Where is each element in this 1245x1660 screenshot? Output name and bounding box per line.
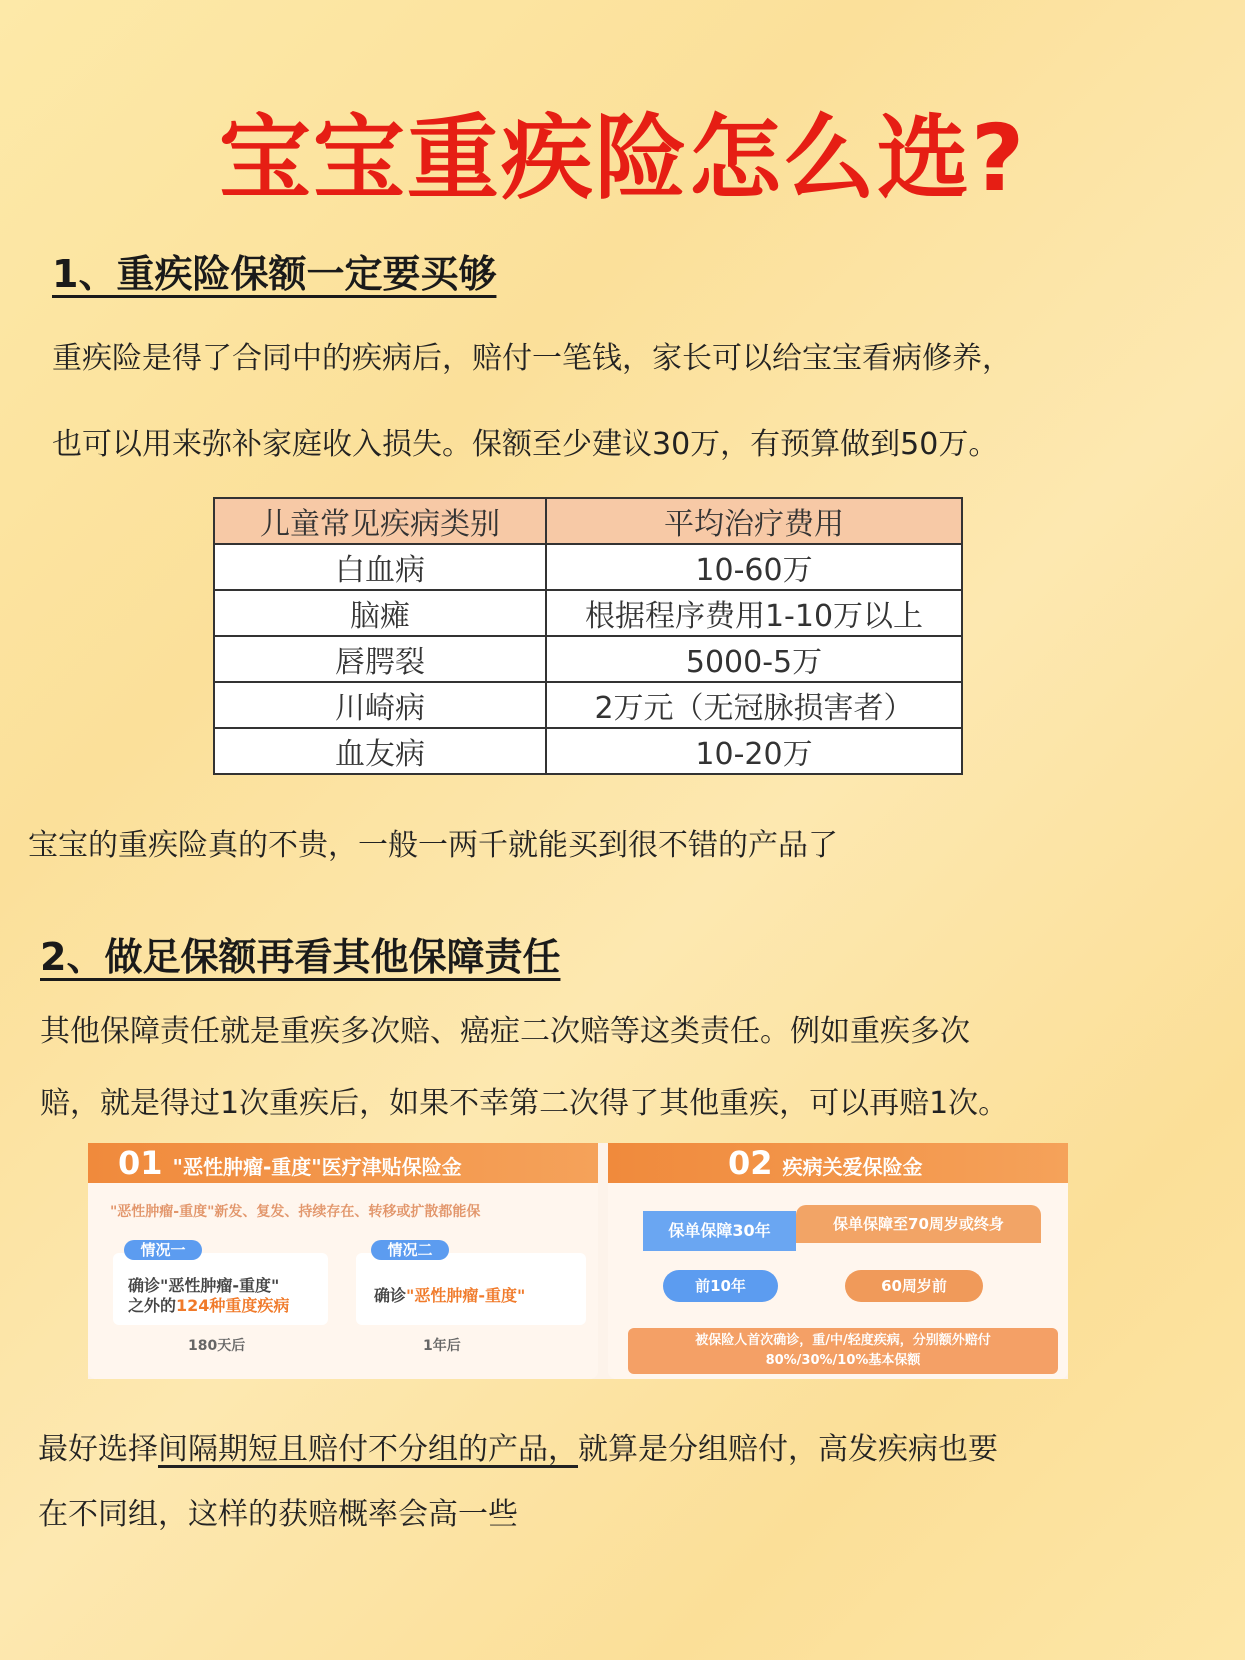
table-cell: 2万元（无冠脉损害者）: [546, 682, 962, 728]
section1-heading: 1、重疾险保额一定要买够: [52, 252, 497, 296]
panel-title: 疾病关爱保险金: [782, 1155, 923, 1179]
table-cell: 川崎病: [214, 682, 546, 728]
panel-title: "恶性肿瘤-重度"医疗津贴保险金: [172, 1155, 462, 1179]
table-cell: 10-60万: [546, 544, 962, 590]
case1-text: 之外的: [128, 1296, 177, 1315]
closing-text: 就算是分组赔付，高发疾病也要: [578, 1432, 998, 1467]
plan-30-years: 保单保障30年: [643, 1211, 796, 1251]
case1-waiting: 180天后: [188, 1338, 246, 1354]
first-10-years-pill: 前10年: [663, 1270, 778, 1302]
table-row: [214, 636, 962, 682]
section2-heading: 2、做足保额再看其他保障责任: [40, 935, 561, 979]
section2-paragraph-line2: 赔，就是得过1次重疾后，如果不幸第二次得了其他重疾，可以再赔1次。: [40, 1086, 1009, 1121]
table-cell: 10-20万: [546, 728, 962, 774]
case1-highlight: 124种重度疾病: [176, 1296, 290, 1315]
panel-number: 01: [118, 1144, 163, 1182]
section1-paragraph-line1: 重疾险是得了合同中的疾病后，赔付一笔钱，家长可以给宝宝看病修养，: [52, 341, 1012, 376]
page-title: 宝宝重疾险怎么选?: [218, 105, 1027, 212]
before-60-pill: 60周岁前: [845, 1270, 983, 1302]
table-row: [214, 590, 962, 636]
table-cell: 5000-5万: [546, 636, 962, 682]
closing-emphasis: 间隔期短且赔付不分组的产品，: [158, 1432, 578, 1467]
panel-footer: [628, 1328, 1058, 1374]
disease-cost-table: [213, 497, 963, 775]
closing-line1: [38, 1424, 998, 1468]
table-row: [214, 728, 962, 774]
case2-tag: 情况二: [371, 1240, 449, 1260]
price-note: 宝宝的重疾险真的不贵，一般一两千就能买到很不错的产品了: [28, 828, 838, 863]
table-row: [214, 544, 962, 590]
panel-header: [88, 1143, 598, 1183]
case1-tag: 情况一: [124, 1240, 202, 1260]
panel-number: 02: [728, 1144, 773, 1182]
plan-to-70: 保单保障至70周岁或终身: [796, 1205, 1041, 1243]
table-row: [214, 682, 962, 728]
table-cell: 脑瘫: [214, 590, 546, 636]
case2-highlight: "恶性肿瘤-重度": [406, 1286, 526, 1305]
table-header: 儿童常见疾病类别: [214, 498, 546, 544]
panel-footer-ratio: 80%/30%/10%基本保额: [765, 1353, 921, 1368]
closing-line2: 在不同组，这样的获赔概率会高一些: [38, 1497, 518, 1532]
table-cell: 血友病: [214, 728, 546, 774]
case2-waiting: 1年后: [423, 1338, 461, 1354]
case2-text: 确诊: [374, 1286, 407, 1305]
benefit-illustration: [88, 1143, 1068, 1379]
panel-subtitle: "恶性肿瘤-重度"新发、复发、持续存在、转移或扩散都能保: [110, 1204, 481, 1220]
panel-footer-text: 被保险人首次确诊，重/中/轻度疾病，分别额外赔付: [695, 1333, 991, 1348]
section2-paragraph-line1: 其他保障责任就是重疾多次赔、癌症二次赔等这类责任。例如重疾多次: [40, 1014, 970, 1049]
benefit-panel-01: [88, 1143, 598, 1379]
table-header: 平均治疗费用: [546, 498, 962, 544]
closing-text: 最好选择: [38, 1432, 158, 1467]
case1-text: 确诊"恶性肿瘤-重度": [128, 1276, 280, 1295]
panel-header: [608, 1143, 1068, 1183]
table-header-row: [214, 498, 962, 544]
section1-paragraph-line2: 也可以用来弥补家庭收入损失。保额至少建议30万，有预算做到50万。: [52, 427, 999, 462]
benefit-panel-02: [608, 1143, 1068, 1379]
table-cell: 白血病: [214, 544, 546, 590]
table-cell: 根据程序费用1-10万以上: [546, 590, 962, 636]
table-cell: 唇腭裂: [214, 636, 546, 682]
